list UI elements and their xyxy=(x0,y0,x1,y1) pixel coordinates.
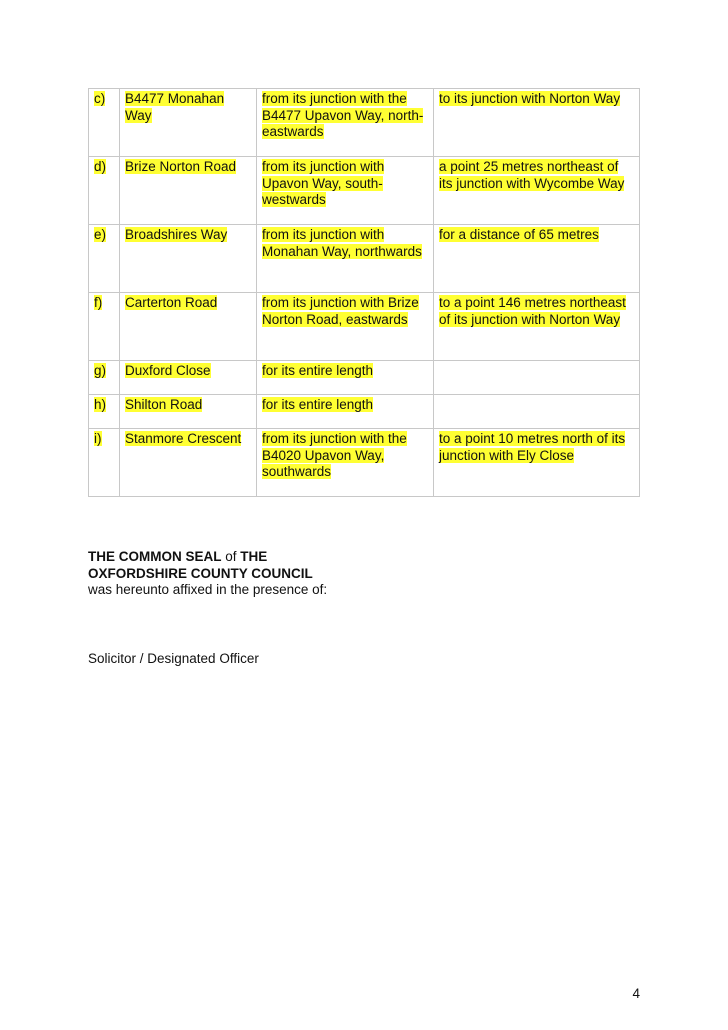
table-row xyxy=(89,429,640,497)
seal-of: of xyxy=(225,549,237,564)
road-cell xyxy=(120,429,257,497)
to-cell xyxy=(434,157,640,225)
table-row xyxy=(89,157,640,225)
row-letter: e) xyxy=(94,227,107,242)
road-cell xyxy=(120,395,257,429)
common-seal-clause xyxy=(88,549,327,599)
row-letter-cell xyxy=(89,157,120,225)
seal-line-2 xyxy=(88,566,327,583)
signatory-label: Solicitor / Designated Officer xyxy=(88,651,259,666)
row-letter-cell xyxy=(89,361,120,395)
to-cell xyxy=(434,293,640,361)
table-row xyxy=(89,395,640,429)
road-name: Stanmore Crescent xyxy=(125,431,242,446)
from-extent: from its junction with Brize Norton Road, eastwards xyxy=(262,295,419,327)
row-letter-cell xyxy=(89,225,120,293)
row-letter-cell xyxy=(89,89,120,157)
road-cell xyxy=(120,361,257,395)
to-extent: to a point 10 metres north of its junction with Ely Close xyxy=(439,431,626,463)
row-letter: f) xyxy=(94,295,103,310)
from-cell xyxy=(257,89,434,157)
to-extent: for a distance of 65 metres xyxy=(439,227,599,242)
road-name: Carterton Road xyxy=(125,295,218,310)
road-name: Brize Norton Road xyxy=(125,159,237,174)
to-extent: to its junction with Norton Way xyxy=(439,91,621,106)
to-cell xyxy=(434,89,640,157)
road-name: Duxford Close xyxy=(125,363,211,378)
table-row xyxy=(89,225,640,293)
from-cell xyxy=(257,361,434,395)
table-row xyxy=(89,293,640,361)
from-extent: from its junction with Monahan Way, northwards xyxy=(262,227,422,259)
table-row xyxy=(89,89,640,157)
restrictions-table xyxy=(88,88,640,497)
from-cell xyxy=(257,293,434,361)
council-name: OXFORDSHIRE COUNTY COUNCIL xyxy=(88,565,313,581)
from-extent: from its junction with the B4477 Upavon Way, north-eastwards xyxy=(262,91,424,139)
from-cell xyxy=(257,429,434,497)
road-name: Broadshires Way xyxy=(125,227,228,242)
row-letter-cell xyxy=(89,429,120,497)
road-cell xyxy=(120,89,257,157)
road-cell xyxy=(120,225,257,293)
to-cell xyxy=(434,361,640,395)
seal-title: THE COMMON SEAL xyxy=(88,549,222,564)
road-name: B4477 Monahan Way xyxy=(125,91,225,123)
from-extent: from its junction with the B4020 Upavon Way, southwards xyxy=(262,431,407,479)
from-extent: for its entire length xyxy=(262,397,374,412)
seal-line-3: was hereunto affixed in the presence of: xyxy=(88,582,328,597)
to-extent: a point 25 metres northeast of its junction with Wycombe Way xyxy=(439,159,625,191)
row-letter: c) xyxy=(94,91,106,106)
from-cell xyxy=(257,395,434,429)
from-cell xyxy=(257,225,434,293)
page-number: 4 xyxy=(632,986,640,1001)
row-letter: h) xyxy=(94,397,107,412)
row-letter: d) xyxy=(94,159,107,174)
road-name: Shilton Road xyxy=(125,397,203,412)
seal-line-1 xyxy=(88,549,327,566)
row-letter-cell xyxy=(89,395,120,429)
road-cell xyxy=(120,293,257,361)
from-extent: from its junction with Upavon Way, south-westwards xyxy=(262,159,385,207)
table-row xyxy=(89,361,640,395)
from-cell xyxy=(257,157,434,225)
to-cell xyxy=(434,225,640,293)
seal-the: THE xyxy=(240,549,268,564)
to-extent: to a point 146 metres northeast of its junction with Norton Way xyxy=(439,295,626,327)
row-letter: i) xyxy=(94,431,102,446)
to-cell xyxy=(434,395,640,429)
row-letter-cell xyxy=(89,293,120,361)
to-cell xyxy=(434,429,640,497)
from-extent: for its entire length xyxy=(262,363,374,378)
road-cell xyxy=(120,157,257,225)
row-letter: g) xyxy=(94,363,107,378)
